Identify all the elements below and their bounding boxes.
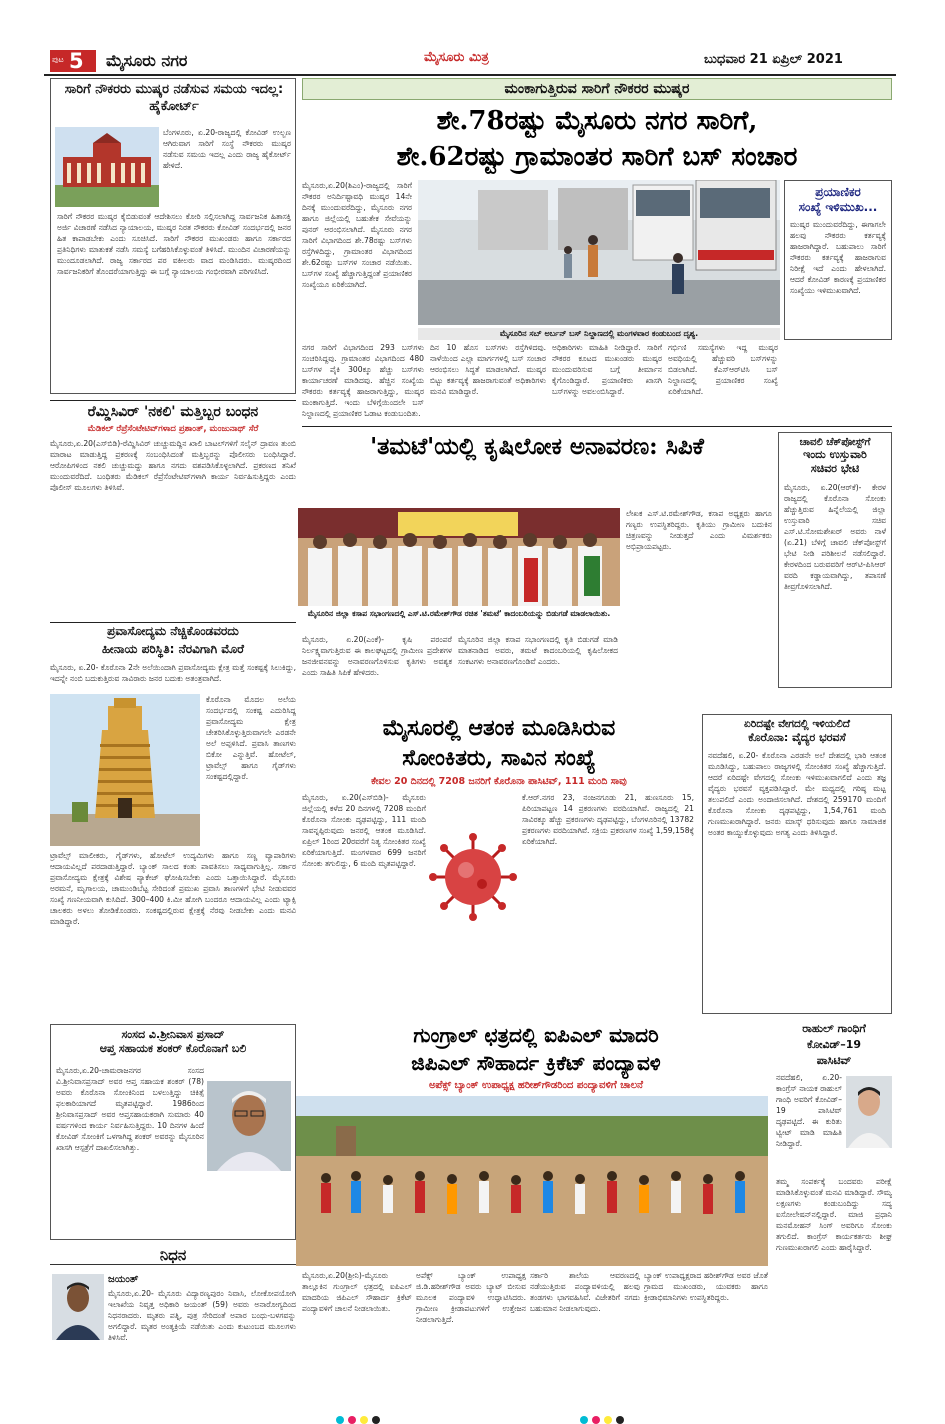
masthead: ಮೈಸೂರು ಮಿತ್ರ [424,50,489,65]
court-story [50,78,296,394]
book-release-image [298,508,620,606]
obituary-body: ಮೈಸೂರು,ಏ.20- ಮೈಸೂರು ವಿದ್ಯಾರಣ್ಯಪುರಂ ನಿವಾಸಿ, ಲೋಕೋಪಯೋಗಿ ಇಲಾಖೆಯ ನಿವೃತ್ತ ಅಧಿಕಾರಿ ಜಯಂತ್ (59) ಅವರು ಅನಾರೋಗ್ಯದಿಂದ ನಿಧನರಾದರು. ಮೃತರು ಪತ್ನಿ, ಪುತ್ರ ಸೇರಿದಂತೆ ಅಪಾರ ಬಂಧು-ಬಳಗವನ್ನು ಅಗಲಿದ್ದಾರೆ. ಮೃತರ ಅಂತ್ಯಕ್ರಿಯೆ ನಡೆಯಿತು ಎಂದು ಕುಟುಂಬದ ಮೂಲಗಳು ತಿಳಿಸಿವೆ. [108,1289,296,1342]
page-number-badge [50,50,96,72]
cricket-body-1: ಮೈಸೂರು,ಏ.20(ಶ್ರೀನಿ)-ಮೈಸೂರು ತಾಲ್ಲೂಕಿನ ಗುಂಗ್ರಾಲ್ ಛತ್ರದಲ್ಲಿ ಐಪಿಎಲ್ ಮಾದರಿಯ ಜಿಪಿಎಲ್ ಸೌಹಾರ್ದ ಕ್ರಿಕೆಟ್ ಪಂದ್ಯಾವಳಿಗೆ ಚಾಲನೆ ನೀಡಲಾಯಿತು. [302,1271,412,1313]
court-headline: ಸಾರಿಗೆ ನೌಕರರು ಮುಷ್ಕರ ನಡೆಸುವ ಸಮಯ ಇದಲ್ಲ: ಹೈಕೋರ್ಟ್ [64,82,284,114]
cricket-photo [296,1096,768,1266]
tourism-lead: ಮೈಸೂರು, ಏ.20- ಕೊರೊನಾ 2ನೇ ಅಲೆಯಿಂದಾಗಿ ಪ್ರವಾಸೋದ್ಯಮ ಕ್ಷೇತ್ರ ಮತ್ತೆ ಸಂಕಷ್ಟಕ್ಕೆ ಸಿಲುಕಿದ್ದು, ಇದನ್ನೇ ನಂಬಿ ಬದುಕುತ್ತಿರುವ ಸಾವಿರಾರು ಜನರ ಬದುಕು ಅತಂತ್ರವಾಗಿದೆ. [50,663,296,683]
remdesivir-headline: ರೆಮ್ಡಿಸಿವಿರ್ 'ನಕಲಿ' ಮತ್ತಿಬ್ಬರ ಬಂಧನ [87,404,259,420]
tamate-body-right: ಲೇಖಕ ಎಸ್.ಟಿ.ರಮೇಶ್‌ಗೌಡ, ಕಸಾಪ ಅಧ್ಯಕ್ಷರು ಹಾಗೂ ಗಣ್ಯರು ಉಪಸ್ಥಿತರಿದ್ದರು. ಕೃತಿಯು ಗ್ರಾಮೀಣ ಬದುಕಿನ ಚಿತ್ರಣವನ್ನು ನೀಡುತ್ತದೆ ಎಂದು ವಿಮರ್ಶಕರು ಅಭಿಪ್ರಾಯಪಟ್ಟರು. [626,509,772,551]
rahul-portrait [846,1076,892,1148]
cricket-body-2: ಅಪೆಕ್ಸ್ ಬ್ಯಾಂಕ್ ಉಪಾಧ್ಯಕ್ಷ ಜಿ.ಡಿ.ಹರೀಶ್‌ಗೌಡ ಅವರು ಬ್ಯಾಟ್ ಬೀಸುವ ಮೂಲಕ ಪಂದ್ಯಾವಳಿ ಉದ್ಘಾಟಿಸಿದರು. ಗ್ರಾಮೀಣ ಕ್ರೀಡಾಪಟುಗಳಿಗೆ ಉತ್ತೇಜನ ನೀಡಲಾಗುತ್ತಿದೆ. [416,1271,526,1324]
obituary-section: ನಿಧನ [50,1246,296,1265]
temple-image [50,694,200,846]
cricket-body-3: ಸರ್ಕಾರಿ ಶಾಲೆಯ ಆವರಣದಲ್ಲಿ ನಡೆಯುತ್ತಿರುವ ಪಂದ್ಯಾವಳಿಯಲ್ಲಿ ಹಲವು ತಂಡಗಳು ಭಾಗವಹಿಸಿವೆ. ವಿಜೇತರಿಗೆ ನಗದು ಬಹುಮಾನ ನೀಡಲಾಗುವುದು. [530,1271,640,1313]
page-header [44,48,896,74]
issue-date: ಬುಧವಾರ 21 ಏಪ್ರಿಲ್ 2021 [704,52,843,67]
mp-aide-box [50,1024,296,1240]
remdesivir-subhead: ಮೆಡಿಕಲ್ ರೆಪ್ರೆಸೆಂಟೇಟಿವ್‌ಗಳಾದ ಪ್ರಶಾಂತ್, ಮಂಜುನಾಥ್ ಸೆರೆ [87,424,259,434]
chavali-box [778,432,892,688]
mp-aide-headline-1: ಸಂಸದ ವಿ.ಶ್ರೀನಿವಾಸ ಪ್ರಸಾದ್ [121,1028,225,1041]
bus-headline-1: ಶೇ.78ರಷ್ಟು ಮೈಸೂರು ನಗರ ಸಾರಿಗೆ, [436,106,758,136]
bus-photo-caption: ಮೈಸೂರಿನ ಸಬ್ ಅರ್ಬನ್ ಬಸ್ ನಿಲ್ದಾಣದಲ್ಲಿ ಮಂಗಳವಾರ ಕಂಡುಬಂದ ದೃಶ್ಯ. [418,328,780,340]
rule-above-remdesivir [50,400,296,401]
ease-headline-1: ಏರಿದಷ್ಟೇ ವೇಗದಲ್ಲಿ ಇಳಿಯಲಿದೆ [743,718,851,730]
coronavirus-graphic [428,832,518,922]
bus-headline-2: ಶೇ.62ರಷ್ಟು ಗ್ರಾಮಾಂತರ ಸಾರಿಗೆ ಬಸ್ ಸಂಚಾರ [396,142,798,172]
chamundi-temple-photo [50,694,200,846]
ease-box [702,714,892,1014]
bus-col-2: ನಗರ ಸಾರಿಗೆ ವಿಭಾಗದಿಂದ 293 ಬಸ್‌ಗಳು ಸಂಚರಿಸಿದ್ದವು. ಗ್ರಾಮಾಂತರ ವಿಭಾಗದಿಂದ 480 ಬಸ್‌ಗಳ ಪೈಕಿ 300ಕ್ಕೂ ಹೆಚ್ಚು ಬಸ್‌ಗಳು ಕಾರ್ಯಾಚರಣೆ ಮಾಡಿದವು. ಹೆಚ್ಚಿನ ಸಂಖ್ಯೆಯ ನೌಕರರು ಕರ್ತವ್ಯಕ್ಕೆ ಹಾಜರಾಗುತ್ತಿದ್ದು, ಮುಷ್ಕರ ಮಂಕಾಗುತ್ತಿದೆ. ಇಂದು ಬೆಳಿಗ್ಗೆಯಿಂದಲೇ ಬಸ್ ನಿಲ್ದಾಣದಲ್ಲಿ ಪ್ರಯಾಣಿಕರ ಓಡಾಟ ಕಂಡುಬಂದಿತು. [302,343,424,418]
obituary-photo [52,1274,104,1340]
bus-col-5: ಗರ್ಭಿಣಿ ಸಮಸ್ಯೆಗಳು ಇದ್ದ ಮುಷ್ಕರ ಅವಧಿಯಲ್ಲಿ ಹೆಚ್ಚುವರಿ ಬಸ್‌ಗಳನ್ನು ಬಿಡಲಾಗಿದೆ. ಕೆಎಸ್‌ಆರ್‌ಟಿಸಿ ಬಸ್ ನಿಲ್ದಾಣದಲ್ಲಿ ಪ್ರಯಾಣಿಕರ ಸಂಖ್ಯೆ ಏರಿಕೆಯಾಗಿದೆ. [668,343,778,396]
strike-strip-text: ಮಂಕಾಗುತ್ತಿರುವ ಸಾರಿಗೆ ನೌಕರರ ಮುಷ್ಕರ [504,81,690,97]
chavali-headline-1: ಚಾವಲಿ ಚೆಕ್‌ಪೋಸ್ಟ್‌ಗೆ [799,437,871,448]
high-court-photo [55,127,159,207]
mp-aide-headline-2: ಆಪ್ತ ಸಹಾಯಕ ಶಂಕರ್ ಕೊರೊನಾಗೆ ಬಲಿ [99,1042,247,1055]
passenger-headline-1: ಪ್ರಯಾಣಿಕರ [815,185,861,199]
tourism-body-right: ಕೊರೊನಾ ಮೊದಲ ಅಲೆಯ ಸಂದರ್ಭದಲ್ಲಿ ಸಂಕಷ್ಟ ಎದುರಿಸಿದ್ದ ಪ್ರವಾಸೋದ್ಯಮ ಕ್ಷೇತ್ರ ಚೇತರಿಸಿಕೊಳ್ಳುತ್ತಿರುವಾಗಲೇ ಎರಡನೇ ಅಲೆ ಅಪ್ಪಳಿಸಿದೆ. ಪ್ರವಾಸಿ ತಾಣಗಳು ಬಿಕೋ ಎನ್ನುತ್ತಿವೆ. ಹೋಟೆಲ್, ಟ್ರಾವೆಲ್ಸ್ ಹಾಗೂ ಗೈಡ್‌ಗಳು ಸಂಕಷ್ಟದಲ್ಲಿದ್ದಾರೆ. [206,695,296,781]
covid-body-left: ಮೈಸೂರು, ಏ.20(ಎಸ್‌ಬಿಡಿ)- ಮೈಸೂರು ಜಿಲ್ಲೆಯಲ್ಲಿ ಕಳೆದ 20 ದಿನಗಳಲ್ಲಿ 7208 ಮಂದಿಗೆ ಕೊರೊನಾ ಸೋಂಕು ದೃಢಪಟ್ಟಿದ್ದು, 111 ಮಂದಿ ಸಾವನ್ನಪ್ಪಿರುವುದು ಜನರಲ್ಲಿ ಆತಂಕ ಮೂಡಿಸಿದೆ. ಏಪ್ರಿಲ್ 1ರಿಂದ 20ರವರೆಗೆ ನಿತ್ಯ ಸೋಂಕಿತರ ಸಂಖ್ಯೆ ಏರಿಕೆಯಾಗುತ್ತಿದೆ. ಮಂಗಳವಾರ 699 ಜನರಿಗೆ ಸೋಂಕು ತಗುಲಿದ್ದು, 6 ಮಂದಿ ಮೃತಪಟ್ಟಿದ್ದಾರೆ. [302,793,426,868]
passenger-headline-2: ಸಂಖ್ಯೆ ಇಳಿಮುಖ... [798,200,878,214]
obituary-name: ಜಯಂತ್ [108,1274,139,1285]
high-court-image [55,127,159,207]
ease-headline-2: ಕೊರೊನಾ: ವೈದ್ಯರ ಭರವಸೆ [748,731,846,744]
bus-stand-photo [418,180,780,325]
rahul-body: ತಮ್ಮ ಸಂಪರ್ಕಕ್ಕೆ ಬಂದವರು ಪರೀಕ್ಷೆ ಮಾಡಿಸಿಕೊಳ್ಳುವಂತೆ ಮನವಿ ಮಾಡಿದ್ದಾರೆ. ಸೌಮ್ಯ ಲಕ್ಷಣಗಳು ಕಂಡುಬಂದಿದ್ದು ಸದ್ಯ ಐಸೋಲೇಷನ್‌ನಲ್ಲಿದ್ದಾರೆ. ಮಾಜಿ ಪ್ರಧಾನಿ ಮನಮೋಹನ್ ಸಿಂಗ್ ಅವರಿಗೂ ಸೋಂಕು ತಗುಲಿದೆ. ಕಾಂಗ್ರೆಸ್ ಕಾರ್ಯಕರ್ತರು ಶೀಘ್ರ ಗುಣಮುಖರಾಗಲಿ ಎಂದು ಹಾರೈಸಿದ್ದಾರೆ. [776,1177,892,1252]
passenger-box [784,180,892,340]
shankar-photo [207,1081,291,1171]
registration-marks [330,1410,630,1420]
ease-body: ನವದೆಹಲಿ, ಏ.20- ಕೊರೊನಾ ಎರಡನೇ ಅಲೆ ದೇಶದಲ್ಲಿ ಭಾರಿ ಆತಂಕ ಮೂಡಿಸಿದ್ದು, ಬಹುಪಾಲು ರಾಜ್ಯಗಳಲ್ಲಿ ಸೋಂಕಿತರ ಸಂಖ್ಯೆ ಹೆಚ್ಚಾಗುತ್ತಿದೆ. ಆದರೆ ಏರಿದಷ್ಟೇ ವೇಗದಲ್ಲಿ ಸೋಂಕು ಇಳಿಮುಖವಾಗಲಿದೆ ಎಂದು ತಜ್ಞ ವೈದ್ಯರು ಭರವಸೆ ವ್ಯಕ್ತಪಡಿಸಿದ್ದಾರೆ. ಮೇ ಮಧ್ಯದಲ್ಲಿ ಗರಿಷ್ಠ ಮಟ್ಟ ತಲುಪಲಿದೆ ಎಂದು ಅಂದಾಜಿಸಲಾಗಿದೆ. ದೇಶದಲ್ಲಿ 259170 ಮಂದಿಗೆ ಕೊರೊನಾ ಸೋಂಕು ದೃಢಪಟ್ಟಿದ್ದು, 1,54,761 ಮಂದಿ ಗುಣಮುಖರಾಗಿದ್ದಾರೆ. ಜನರು ಮಾಸ್ಕ್ ಧರಿಸುವುದು ಹಾಗೂ ಸಾಮಾಜಿಕ ಅಂತರ ಕಾಯ್ದುಕೊಳ್ಳುವುದು ಅಗತ್ಯ ಎಂದು ತಿಳಿಸಿದ್ದಾರೆ. [708,751,886,837]
page-label: ಪುಟ [52,55,64,64]
obituary-portrait [52,1274,104,1340]
bus-col-4: ಅಧಿಕಾರಿಗಳು ಮಾಹಿತಿ ನೀಡಿದ್ದಾರೆ. ಸಾರಿಗೆ ನೌಕರರ ಕೂಟದ ಮುಖಂಡರು ಮುಷ್ಕರ ಮುಂದುವರಿಸುವ ಬಗ್ಗೆ ತೀರ್ಮಾನ ಕೈಗೊಂಡಿದ್ದಾರೆ. ಪ್ರಯಾಣಿಕರು ಖಾಸಗಿ ಬಸ್‌ಗಳನ್ನು ಅವಲಂಬಿಸಿದ್ದಾರೆ. [552,343,662,396]
rule-below-bus [302,426,892,427]
bus-stand-image [418,180,780,325]
cricket-match-image [296,1096,768,1266]
tourism-headline-2: ಹೀನಾಯ ಪರಿಸ್ಥಿತಿ: ನೆರವಿಗಾಗಿ ಮೊರೆ [102,642,244,656]
tourism-body: ಟ್ರಾವೆಲ್ಸ್ ಮಾಲೀಕರು, ಗೈಡ್‌ಗಳು, ಹೋಟೆಲ್ ಉದ್ಯಮಿಗಳು ಹಾಗೂ ಸಣ್ಣ ವ್ಯಾಪಾರಿಗಳು ಆದಾಯವಿಲ್ಲದೆ ಪರದಾಡುತ್ತಿದ್ದಾರೆ. ಬ್ಯಾಂಕ್ ಸಾಲದ ಕಂತು ಪಾವತಿಸಲು ಸಾಧ್ಯವಾಗುತ್ತಿಲ್ಲ. ಸರ್ಕಾರ ಪ್ರವಾಸೋದ್ಯಮ ಕ್ಷೇತ್ರಕ್ಕೆ ವಿಶೇಷ ಪ್ಯಾಕೇಜ್ ಘೋಷಿಸಬೇಕು ಎಂದು ಒತ್ತಾಯಿಸಿದ್ದಾರೆ. ಮೈಸೂರು ಅರಮನೆ, ಮೃಗಾಲಯ, ಚಾಮುಂಡಿಬೆಟ್ಟ ಸೇರಿದಂತೆ ಪ್ರಮುಖ ಪ್ರವಾಸಿ ತಾಣಗಳಿಗೆ ಭೇಟಿ ನೀಡುವವರ ಸಂಖ್ಯೆ ಗಣನೀಯವಾಗಿ ಕುಸಿದಿದೆ. 300–400 ಕಿ.ಮೀ ಹೋಗಿ ಬಂದರೂ ಆದಾಯವಿಲ್ಲ ಎಂದು ಟ್ಯಾಕ್ಸಿ ಚಾಲಕರು ಅಳಲು ತೋಡಿಕೊಂಡರು. ಸಂಕಷ್ಟದಲ್ಲಿರುವ ಕ್ಷೇತ್ರಕ್ಕೆ ನೆರವು ನೀಡಬೇಕು ಎಂದು ಮನವಿ ಮಾಡಿದ್ದಾರೆ. [50,851,296,926]
rule-above-tourism [50,622,296,623]
cricket-headline-2: ಜಿಪಿಎಲ್ ಸೌಹಾರ್ದ ಕ್ರಿಕೆಟ್ ಪಂದ್ಯಾವಳಿ [411,1051,661,1075]
rahul-headline-3: ಪಾಸಿಟಿವ್ [816,1054,852,1067]
bus-col-3: ದಿನ 10 ಹೊಸ ಬಸ್‌ಗಳು ರಸ್ತೆಗಿಳಿದವು. ನಾಳೆಯಿಂದ ಎಲ್ಲಾ ಮಾರ್ಗಗಳಲ್ಲಿ ಬಸ್ ಸಂಚಾರ ಆರಂಭಿಸಲು ಸಿದ್ಧತೆ ಮಾಡಲಾಗಿದೆ. ಮುಷ್ಕರ ಬಿಟ್ಟು ಕರ್ತವ್ಯಕ್ಕೆ ಹಾಜರಾಗುವಂತೆ ಅಧಿಕಾರಿಗಳು ಮನವಿ ಮಾಡಿದ್ದಾರೆ. [430,343,546,396]
rahul-photo [846,1076,892,1148]
rahul-headline-1: ರಾಹುಲ್ ಗಾಂಧಿಗೆ [802,1022,866,1035]
remdesivir-body: ಮೈಸೂರು,ಏ.20(ಎಸ್‌ಬಿಡಿ)-ರೆಮ್ಡಿಸಿವಿರ್ ಚುಚ್ಚುಮದ್ದಿನ ಖಾಲಿ ಬಾಟಲ್‌ಗಳಿಗೆ ಸಲೈನ್ ದ್ರಾವಣ ತುಂಬಿ ಮಾರಾಟ ಮಾಡುತ್ತಿದ್ದ ಪ್ರಕರಣಕ್ಕೆ ಸಂಬಂಧಿಸಿದಂತೆ ಮತ್ತಿಬ್ಬರನ್ನು ಪೊಲೀಸರು ಬಂಧಿಸಿದ್ದಾರೆ. ಆರೋಪಿಗಳಿಂದ ನಕಲಿ ಚುಚ್ಚುಮದ್ದು ಹಾಗೂ ನಗದು ವಶಪಡಿಸಿಕೊಳ್ಳಲಾಗಿದೆ. ಪ್ರಕರಣದ ತನಿಖೆ ಮುಂದುವರೆದಿದೆ. ಬಂಧಿತರು ಮೆಡಿಕಲ್ ರೆಪ್ರೆಸೆಂಟೇಟಿವ್‌ಗಳಾಗಿ ಕಾರ್ಯ ನಿರ್ವಹಿಸುತ್ತಿದ್ದರು ಎಂದು ಪೊಲೀಸ್ ಮೂಲಗಳು ತಿಳಿಸಿವೆ. [50,439,296,492]
cricket-body-4: ಬ್ಯಾಂಕ್ ಉಪಾಧ್ಯಕ್ಷರಾದ ಹರೀಶ್‌ಗೌಡ ಅವರ ಜೊತೆ ಗ್ರಾಮದ ಮುಖಂಡರು, ಯುವಕರು ಹಾಗೂ ಕ್ರೀಡಾಭಿಮಾನಿಗಳು ಉಪಸ್ಥಿತರಿದ್ದರು. [644,1271,768,1302]
court-body: ಸಾರಿಗೆ ನೌಕರರ ಮುಷ್ಕರ ಕೈಬಿಡುವಂತೆ ಆದೇಶಿಸಲು ಕೋರಿ ಸಲ್ಲಿಸಲಾಗಿದ್ದ ಸಾರ್ವಜನಿಕ ಹಿತಾಸಕ್ತಿ ಅರ್ಜಿ ವಿಚಾರಣೆ ನಡೆಸಿದ ನ್ಯಾಯಾಲಯ, ಮುಷ್ಕರ ನಿರತ ನೌಕರರು ಕೋವಿಡ್ ಸಂದರ್ಭದಲ್ಲಿ ಜನರ ಹಿತ ಕಾಪಾಡಬೇಕು ಎಂದು ಸೂಚಿಸಿದೆ. ಸಾರಿಗೆ ನೌಕರರ ಮುಖಂಡರು ಹಾಗೂ ಸರ್ಕಾರದ ಪ್ರತಿನಿಧಿಗಳು ಮಾತುಕತೆ ನಡೆಸಿ ಸಮಸ್ಯೆ ಬಗೆಹರಿಸಿಕೊಳ್ಳುವಂತೆ ತಿಳಿಸಿದೆ. ಮುಂದಿನ ವಿಚಾರಣೆಯನ್ನು ಮುಂದೂಡಲಾಗಿದೆ. ರಾಜ್ಯ ಸರ್ಕಾರದ ಪರ ವಕೀಲರು ವಾದ ಮಂಡಿಸಿದರು. ಮುಷ್ಕರದಿಂದ ಸಾರ್ವಜನಿಕರಿಗೆ ತೊಂದರೆಯಾಗುತ್ತಿದ್ದು ಈ ಬಗ್ಗೆ ನ್ಯಾಯಾಲಯ ಗಂಭೀರವಾಗಿ ಪರಿಗಣಿಸಿದೆ. [57,212,291,276]
chavali-headline-2: ಇಂದು ಉಸ್ತುವಾರಿ [803,448,867,461]
bus-col-6 [784,346,892,418]
chavali-headline-3: ಸಚಿವರ ಭೇಟಿ [810,462,860,475]
page-number: 5 [69,49,84,73]
header-rule [44,74,896,76]
covid-subhead: ಕೇವಲ 20 ದಿನದಲ್ಲಿ 7208 ಜನರಿಗೆ ಕೊರೊನಾ ಪಾಸಿಟಿವ್, 111 ಮಂದಿ ಸಾವು [371,776,627,787]
tamate-headline: 'ತಮಟೆ'ಯಲ್ಲಿ ಕೃಷಿಲೋಕ ಅನಾವರಣ: ಸಿಪಿಕೆ [370,433,704,460]
tourism-headline-1: ಪ್ರವಾಸೋದ್ಯಮ ನೆಚ್ಚಿಕೊಂಡವರದು [107,624,239,638]
covid-headline-1: ಮೈಸೂರಲ್ಲಿ ಆತಂಕ ಮೂಡಿಸಿರುವ [382,715,616,741]
virus-icon [428,832,518,922]
cricket-subhead: ಅಪೆಕ್ಸ್ ಬ್ಯಾಂಕ್ ಉಪಾಧ್ಯಕ್ಷ ಹರೀಶ್‌ಗೌಡರಿಂದ ಪಂದ್ಯಾವಳಿಗೆ ಚಾಲನೆ [428,1080,644,1091]
mp-aide-body: ಮೈಸೂರು,ಏ.20-ಚಾಮರಾಜನಗರ ಸಂಸದ ವಿ.ಶ್ರೀನಿವಾಸಪ್ರಸಾದ್ ಅವರ ಆಪ್ತ ಸಹಾಯಕ ಶಂಕರ್ (78) ಅವರು ಕೊರೊನಾ ಸೋಂಕಿನಿಂದ ಬಳಲುತ್ತಿದ್ದು ಚಿಕಿತ್ಸೆ ಫಲಕಾರಿಯಾಗದೆ ಮೃತಪಟ್ಟಿದ್ದಾರೆ. 1986ರಿಂದ ಶ್ರೀನಿವಾಸಪ್ರಸಾದ್ ಅವರ ಆಪ್ತಸಹಾಯಕರಾಗಿ ಸುಮಾರು 40 ವರ್ಷಗಳಿಂದ ಕಾರ್ಯ ನಿರ್ವಹಿಸುತ್ತಿದ್ದರು. 10 ದಿನಗಳ ಹಿಂದೆ ಕೋವಿಡ್ ಸೋಂಕಿಗೆ ಒಳಗಾಗಿದ್ದ ಶಂಕರ್ ಅವರನ್ನು ಮೈಸೂರಿನ ಖಾಸಗಿ ಆಸ್ಪತ್ರೆಗೆ ದಾಖಲಿಸಲಾಗಿತ್ತು. [56,1066,204,1152]
tamate-caption: ಮೈಸೂರಿನ ಜಿಲ್ಲಾ ಕಸಾಪ ಸಭಾಂಗಣದಲ್ಲಿ ಎಸ್.ಟಿ.ರಮೇಶ್‌ಗೌಡ ರಚಿತ 'ತಮಟೆ' ಕಾದಂಬರಿಯನ್ನು ಬಿಡುಗಡೆ ಮಾಡಲಾಯಿತು. [307,609,611,618]
court-lead: ಬೆಂಗಳೂರು, ಏ.20-ರಾಜ್ಯದಲ್ಲಿ ಕೋವಿಡ್ ಉಲ್ಬಣ ಆಗಿರುವಾಗ ಸಾರಿಗೆ ಸಂಸ್ಥೆ ನೌಕರರು ಮುಷ್ಕರ ನಡೆಸುವ ಸಮಯ ಇದಲ್ಲ ಎಂದು ರಾಜ್ಯ ಹೈಕೋರ್ಟ್ ಹೇಳಿದೆ. [163,128,291,170]
color-registration-icon [330,1415,630,1424]
section-title: ಮೈಸೂರು ನಗರ [106,51,188,70]
rahul-body-top: ನವದೆಹಲಿ, ಏ.20-ಕಾಂಗ್ರೆಸ್ ನಾಯಕ ರಾಹುಲ್ ಗಾಂಧಿ ಅವರಿಗೆ ಕೋವಿಡ್–19 ಪಾಸಿಟಿವ್ ದೃಢಪಟ್ಟಿದೆ. ಈ ಕುರಿತು ಟ್ವೀಟ್ ಮಾಡಿ ಮಾಹಿತಿ ನೀಡಿದ್ದಾರೆ. [776,1073,842,1148]
covid-headline-2: ಸೋಂಕಿತರು, ಸಾವಿನ ಸಂಖ್ಯೆ [402,745,596,771]
tamate-photo [298,508,620,606]
covid-body-right: ಕೆ.ಆರ್.ನಗರ 23, ನಂಜನಗೂಡು 21, ಹುಣಸೂರು 15, ಪಿರಿಯಾಪಟ್ಟಣ 14 ಪ್ರಕರಣಗಳು ವರದಿಯಾಗಿವೆ. ರಾಜ್ಯದಲ್ಲಿ 21 ಸಾವಿರಕ್ಕೂ ಹೆಚ್ಚು ಪ್ರಕರಣಗಳು ದೃಢಪಟ್ಟಿದ್ದು, ಬೆಂಗಳೂರಿನಲ್ಲಿ 13782 ಪ್ರಕರಣಗಳು ವರದಿಯಾಗಿವೆ. ಸಕ್ರಿಯ ಪ್ರಕರಣಗಳ ಸಂಖ್ಯೆ 1,59,158ಕ್ಕೆ ಏರಿಕೆಯಾಗಿದೆ. [522,793,694,846]
strike-strip [302,78,892,100]
rahul-headline-2: ಕೋವಿಡ್–19 [806,1038,862,1051]
passenger-body: ಮುಷ್ಕರ ಮುಂದುವರೆದಿದ್ದು, ಈಗಾಗಲೇ ಹಲವು ನೌಕರರು ಕರ್ತವ್ಯಕ್ಕೆ ಹಾಜರಾಗಿದ್ದಾರೆ. ಬಹುಪಾಲು ಸಾರಿಗೆ ನೌಕರರು ಕರ್ತವ್ಯಕ್ಕೆ ಹಾಜರಾಗುವ ನಿರೀಕ್ಷೆ ಇದೆ ಎಂದು ಹೇಳಲಾಗಿದೆ. ಆದರೆ ಕೋವಿಡ್ ಕಾರಣಕ್ಕೆ ಪ್ರಯಾಣಿಕರ ಸಂಖ್ಯೆಯು ಇಳಿಮುಖವಾಗಿದೆ. [790,220,886,295]
bus-col-1: ಮೈಸೂರು,ಏ.20(ಶಿಎಂ)-ರಾಜ್ಯದಲ್ಲಿ ಸಾರಿಗೆ ನೌಕರರ ಅನಿರ್ದಿಷ್ಟಾವಧಿ ಮುಷ್ಕರ 14ನೇ ದಿನಕ್ಕೆ ಮುಂದುವರೆದಿದ್ದು, ಮೈಸೂರು ನಗರ ಹಾಗೂ ಜಿಲ್ಲೆಯಲ್ಲಿ ಬಹುತೇಕ ಸೇವೆಯನ್ನು ಪುನರ್ ಆರಂಭಿಸಲಾಗಿದೆ. ಮೈಸೂರು ನಗರ ಸಾರಿಗೆ ವಿಭಾಗದಿಂದ ಶೇ.78ರಷ್ಟು ಬಸ್‌ಗಳು ರಸ್ತೆಗಿಳಿದಿದ್ದು, ಗ್ರಾಮಾಂತರ ವಿಭಾಗದಿಂದ ಶೇ.62ರಷ್ಟು ಬಸ್‌ಗಳ ಸಂಚಾರ ನಡೆಯಿತು. ಬಸ್‌ಗಳ ಸಂಖ್ಯೆ ಹೆಚ್ಚಾಗುತ್ತಿದ್ದಂತೆ ಪ್ರಯಾಣಿಕರ ಸಂಖ್ಯೆಯೂ ಏರಿಕೆಯಾಗಿದೆ. [302,181,412,289]
tamate-body-left: ಮೈಸೂರು, ಏ.20(ಎಂಕೆ)- ಕೃಷಿ ಪರಂಪರೆ ನಿರ್ಲಕ್ಷ್ಯವಾಗುತ್ತಿರುವ ಈ ಕಾಲಘಟ್ಟದಲ್ಲಿ ಗ್ರಾಮೀಣ ಪ್ರದೇಶಗಳ ಜನಜೀವನವನ್ನು ಅನಾವರಣಗೊಳಿಸುವ ಕೃತಿಗಳು ಅವಶ್ಯಕ ಎಂದು ಸಾಹಿತಿ ಸಿಪಿಕೆ ಹೇಳಿದರು. [302,635,452,677]
cricket-headline-1: ಗುಂಗ್ರಾಲ್ ಛತ್ರದಲ್ಲಿ ಐಪಿಎಲ್ ಮಾದರಿ [413,1023,659,1047]
portrait-image [207,1081,291,1171]
chavali-body: ಮೈಸೂರು, ಏ.20(ಆರ್‌ಕೆ)- ಕೇರಳ ರಾಜ್ಯದಲ್ಲಿ ಕೊರೊನಾ ಸೋಂಕು ಹೆಚ್ಚುತ್ತಿರುವ ಹಿನ್ನೆಲೆಯಲ್ಲಿ ಜಿಲ್ಲಾ ಉಸ್ತುವಾರಿ ಸಚಿವ ಎಸ್.ಟಿ.ಸೋಮಶೇಖರ್ ಅವರು ನಾಳೆ (ಏ.21) ಬೆಳಿಗ್ಗೆ ಚಾವಲಿ ಚೆಕ್‌ಪೋಸ್ಟ್‌ಗೆ ಭೇಟಿ ನೀಡಿ ಪರಿಶೀಲನೆ ನಡೆಸಲಿದ್ದಾರೆ. ಕೇರಳದಿಂದ ಬರುವವರಿಗೆ ಆರ್‌ಟಿ-ಪಿಸಿಆರ್ ವರದಿ ಕಡ್ಡಾಯವಾಗಿದ್ದು, ತಪಾಸಣೆ ತೀವ್ರಗೊಳಿಸಲಾಗಿದೆ. [784,483,886,591]
tamate-body-mid: ಮೈಸೂರಿನ ಜಿಲ್ಲಾ ಕಸಾಪ ಸಭಾಂಗಣದಲ್ಲಿ ಕೃತಿ ಬಿಡುಗಡೆ ಮಾಡಿ ಮಾತನಾಡಿದ ಅವರು, ತಮಟೆ ಕಾದಂಬರಿಯಲ್ಲಿ ಕೃಷಿಲೋಕದ ಸಂಕಟಗಳು ಅನಾವರಣಗೊಂಡಿವೆ ಎಂದರು. [458,635,618,666]
